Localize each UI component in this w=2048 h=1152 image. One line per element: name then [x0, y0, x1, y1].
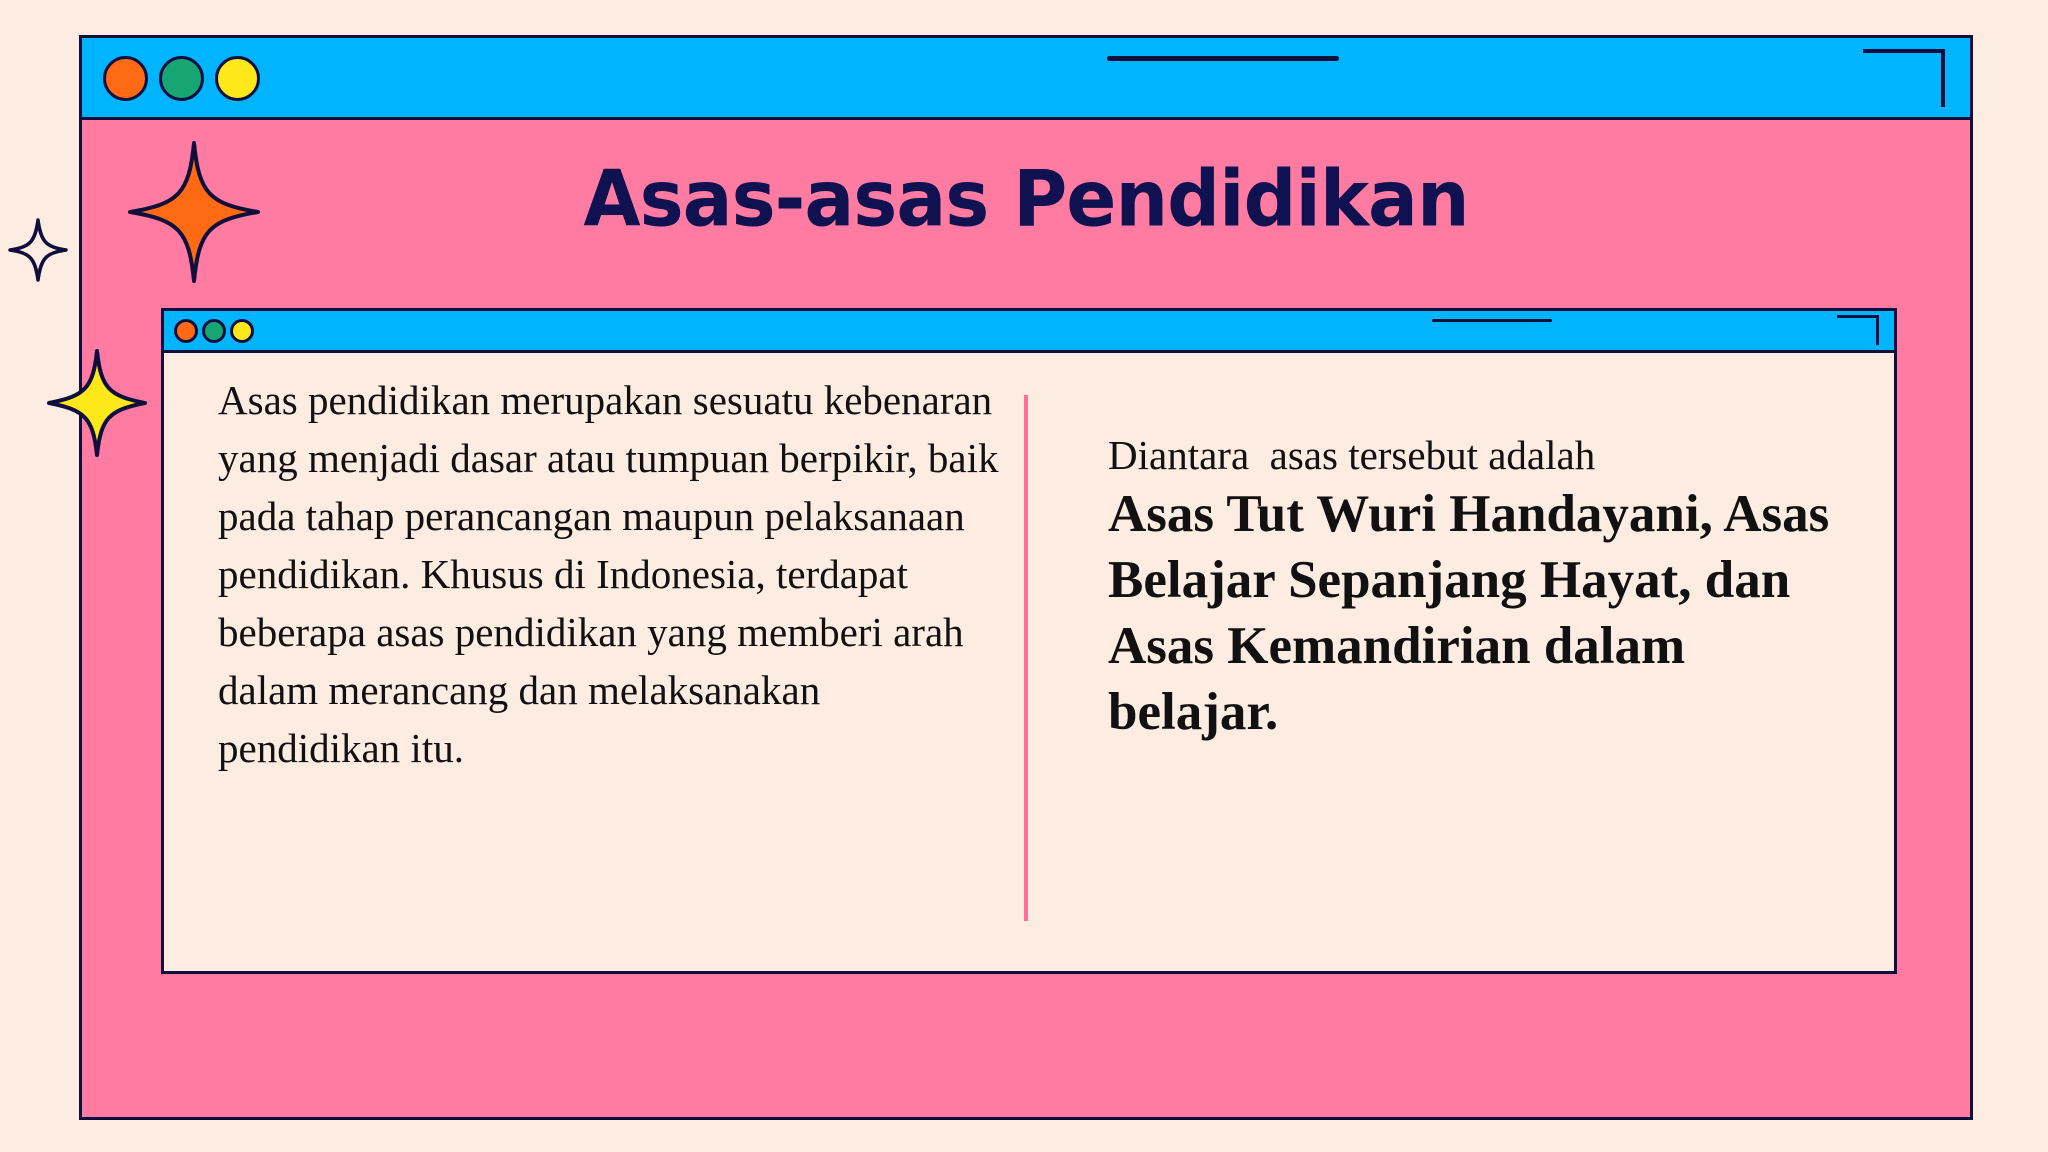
title-bar-line: [1107, 56, 1339, 61]
orange-dot-icon[interactable]: [174, 319, 198, 343]
inner-title-bar: [164, 311, 1894, 353]
orange-sparkle-icon: [126, 140, 262, 284]
title-bar-line: [1432, 319, 1552, 322]
orange-dot-icon[interactable]: [103, 56, 148, 101]
principles-list: Asas Tut Wuri Handayani, Asas Belajar Sepanjang Hayat, dan Asas Kemandirian dalam belajar.: [1108, 485, 1830, 741]
outer-title-bar: [82, 38, 1970, 120]
corner-mark: [1837, 315, 1879, 345]
column-divider: [1024, 395, 1028, 921]
intro-paragraph: Asas pendidikan merupakan sesuatu kebenaran yang menjadi dasar atau tumpuan berpikir, baik pada tahap perancangan maupun pelaksanaan pendidikan. Khusus di Indonesia, terdapat beberapa asas pendidikan yang memberi arah dalam merancang dan melaksanakan pendidikan itu.: [218, 377, 999, 771]
green-dot-icon[interactable]: [159, 56, 204, 101]
page-title: Asas-asas Pendidikan: [583, 153, 1469, 245]
yellow-dot-icon[interactable]: [215, 56, 260, 101]
corner-mark: [1863, 49, 1945, 107]
green-dot-icon[interactable]: [202, 319, 226, 343]
list-intro: Diantara asas tersebut adalah: [1108, 432, 1596, 478]
inner-window: [161, 308, 1897, 974]
yellow-dot-icon[interactable]: [230, 319, 254, 343]
outline-sparkle-icon: [8, 218, 68, 282]
yellow-sparkle-icon: [45, 348, 149, 458]
outer-window: [79, 35, 1973, 1120]
